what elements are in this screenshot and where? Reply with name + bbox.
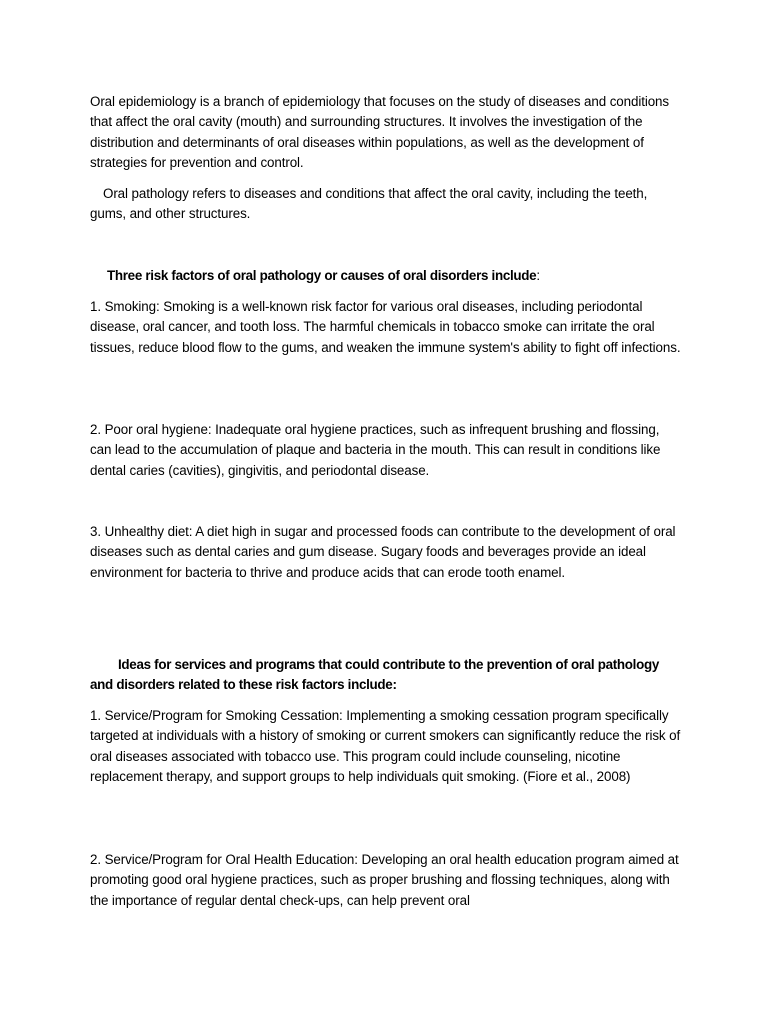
risk-item-oral-hygiene: 2. Poor oral hygiene: Inadequate oral hygiene practices, such as infrequent brushing and flossing, can lead to the accumulation of plaque and bacteria in the mouth. This can result in conditions like dental caries (cavities), gingivitis, and periodontal disease. xyxy=(90,422,661,478)
risk-item-smoking: 1. Smoking: Smoking is a well-known risk factor for various oral diseases, including periodontal disease, oral cancer, and tooth loss. The harmful chemicals in tobacco smoke can irritate the oral tissues, reduce blood flow to the gums, and weaken the immune system's ability to fight off infections. xyxy=(90,299,681,355)
intro-paragraph: Oral epidemiology is a branch of epidemiology that focuses on the study of diseases and conditions that affect the oral cavity (mouth) and surrounding structures. It involves the investigation of the distribution and determinants of oral diseases within populations, as well as the development of strategies for prevention and control. xyxy=(90,94,669,171)
risk-factors-heading-text: Three risk factors of oral pathology or causes of oral disorders include xyxy=(107,268,537,283)
idea-item-smoking-cessation: 1. Service/Program for Smoking Cessation: Implementing a smoking cessation program specifically targeted at individuals with a history of smoking or current smokers can significantly reduce the risk of oral diseases associated with tobacco use. This program could include counseling, nicotine replacement therapy, and support groups to help individuals quit smoking. (Fiore et al., 2008) xyxy=(90,708,681,785)
risk-factors-heading xyxy=(90,266,682,286)
risk-factors-heading-colon: : xyxy=(536,268,540,283)
idea-item-oral-health-education: 2. Service/Program for Oral Health Education: Developing an oral health education program aimed at promoting good oral hygiene practices, such as proper brushing and flossing techniques, along with the importance of regular dental check-ups, can help prevent oral xyxy=(90,852,679,908)
oral-pathology-definition: Oral pathology refers to diseases and conditions that affect the oral cavity, including the teeth, gums, and other structures. xyxy=(90,186,648,222)
risk-item-diet: 3. Unhealthy diet: A diet high in sugar and processed foods can contribute to the development of oral diseases such as dental caries and gum disease. Sugary foods and beverages provide an ideal environment for bacteria to thrive and produce acids that can erode tooth enamel. xyxy=(90,524,676,580)
prevention-ideas-heading: Ideas for services and programs that could contribute to the prevention of oral pathology and disorders related to these risk factors include: xyxy=(90,657,659,693)
